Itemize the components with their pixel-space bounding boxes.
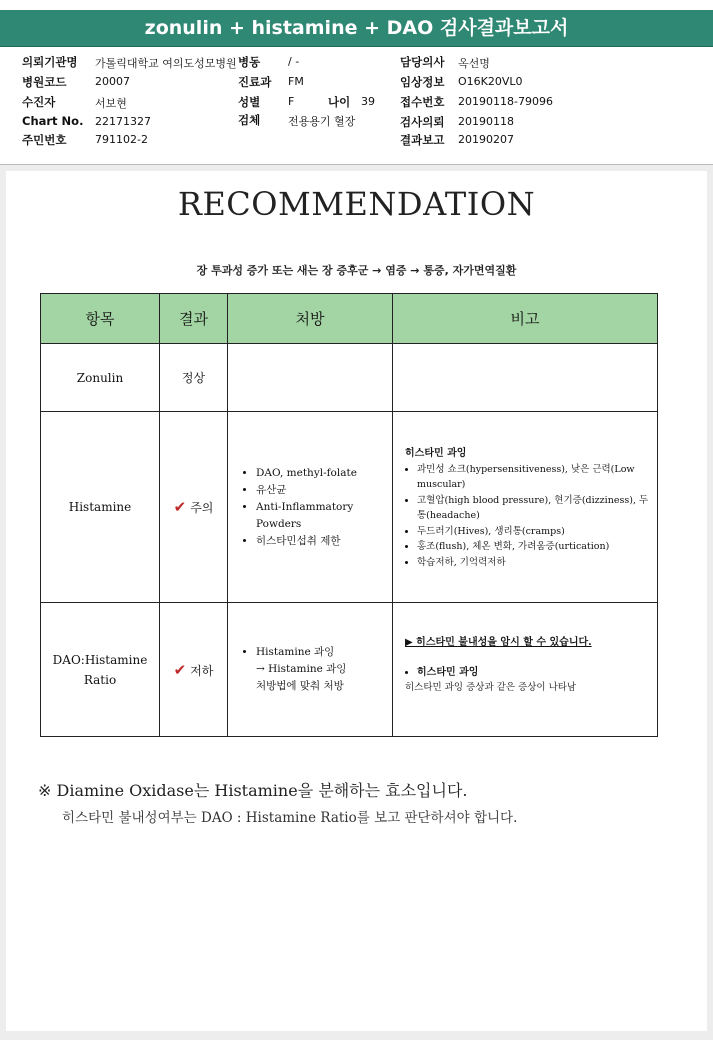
org-value: 가톨릭대학교 여의도성모병원	[95, 57, 237, 70]
row-histamine-result	[160, 412, 228, 603]
dept-label: 진료과	[238, 75, 272, 89]
table-row	[41, 603, 658, 737]
doctor-label: 담당의사	[400, 55, 445, 69]
footer-note-2: 히스타민 불내성여부는 DAO : Histamine Ratio를 보고 판단하셔야 합니다.	[62, 810, 518, 826]
clin-value: O16K20VL0	[458, 75, 523, 88]
specimen-label: 검체	[238, 113, 261, 127]
page-gutter-top	[0, 165, 713, 171]
ward-value: / -	[288, 55, 300, 68]
table-header-row	[41, 294, 658, 344]
note-head: ▶ 히스타민 불내성을 암시 할 수 있습니다.	[405, 637, 592, 648]
id-label: 주민번호	[22, 133, 67, 147]
clin-label: 임상정보	[400, 75, 445, 89]
list-item: • 두드러기(Hives), 생리통(cramps)	[417, 524, 651, 540]
list-item: • DAO, methyl-folate	[256, 465, 392, 482]
ratio-result-text: 저하	[190, 663, 214, 678]
row-zonulin-note	[393, 344, 658, 412]
page-gutter-right	[707, 171, 713, 1031]
row-ratio-rx	[228, 603, 393, 737]
chart-value: 22171327	[95, 115, 151, 128]
hcode-value: 20007	[95, 75, 130, 88]
row-histamine-note	[393, 412, 658, 603]
check-mark-icon: ✔	[173, 660, 187, 679]
list-item: • 유산균	[256, 482, 392, 499]
row-ratio-result	[160, 603, 228, 737]
report-value: 20190207	[458, 133, 514, 146]
sex-value: F	[288, 95, 295, 108]
note-text: 히스타민 과잉 증상과 같은 증상이 나타남	[405, 682, 577, 693]
rx-arrow-line-2: 처방법에 맞춰 처방	[256, 680, 344, 692]
note-title: • 히스타민 과잉	[417, 665, 651, 681]
ratio-item-line1: DAO:Histamine	[52, 652, 148, 667]
ward-label: 병동	[238, 55, 261, 69]
row-ratio-item	[41, 603, 160, 737]
header-item: 항목	[41, 294, 160, 344]
recommendation-heading: RECOMMENDATION	[177, 185, 536, 223]
table-row	[41, 344, 658, 412]
chart-label: Chart No.	[22, 114, 84, 128]
report-label: 결과보고	[400, 133, 445, 147]
row-histamine-item: Histamine	[41, 412, 160, 603]
list-item: • 학습저하, 기억력저하	[417, 555, 651, 571]
note-title: 히스타민 과잉	[405, 448, 467, 459]
histamine-result-text: 주의	[190, 501, 214, 515]
list-item: • Histamine 과잉	[256, 644, 392, 661]
footer-note: ※ Diamine Oxidase는 Histamine을 분해하는 효소입니다.	[38, 781, 468, 800]
row-zonulin-rx	[228, 344, 393, 412]
row-zonulin-result: 정상	[160, 344, 228, 412]
ratio-item-line2: Ratio	[83, 672, 117, 687]
page-gutter-left	[0, 171, 6, 1031]
recommendation-subheading: 장 투과성 증가 또는 새는 장 증후군 → 염증 → 통증, 자가면역질환	[196, 264, 517, 277]
age-value: 39	[361, 95, 375, 108]
org-label: 의뢰기관명	[22, 55, 78, 69]
subject-label: 수진자	[22, 95, 56, 109]
check-mark-icon: ✔	[173, 498, 187, 516]
recommendation-table	[40, 293, 658, 737]
list-item: • Anti-Inflammatory Powders	[256, 499, 392, 533]
table-row	[41, 412, 658, 603]
id-value: 791102-2	[95, 133, 148, 146]
req-value: 20190118	[458, 115, 514, 128]
patient-info	[0, 50, 713, 166]
list-item: • 히스타민섭취 제한	[256, 533, 392, 550]
list-item: • 과민성 쇼크(hypersensitiveness), 낮은 근력(Low muscular)	[417, 462, 651, 493]
header-note: 비고	[393, 294, 658, 344]
subject-value: 서보현	[95, 97, 127, 110]
row-ratio-note	[393, 603, 658, 737]
req-label: 검사의뢰	[400, 115, 445, 129]
specimen-value: 전용용기 혈장	[288, 115, 356, 128]
row-zonulin-item: Zonulin	[41, 344, 160, 412]
header-rx: 처방	[228, 294, 393, 344]
recv-label: 접수번호	[400, 95, 445, 109]
list-item: • 고혈압(high blood pressure), 현기증(dizziness), 두통(headache)	[417, 493, 651, 524]
sex-label: 성별	[238, 95, 261, 109]
report-title: zonulin + histamine + DAO 검사결과보고서	[0, 10, 713, 47]
doctor-value: 옥선명	[458, 57, 490, 70]
list-item: • 홍조(flush), 체온 변화, 가려움증(urtication)	[417, 539, 651, 555]
page-gutter-bottom	[0, 1031, 713, 1040]
dept-value: FM	[288, 75, 304, 88]
age-label: 나이	[328, 95, 351, 109]
hcode-label: 병원코드	[22, 75, 67, 89]
row-histamine-rx	[228, 412, 393, 603]
rx-arrow-line: → Histamine 과잉	[256, 663, 347, 675]
recv-value: 20190118-79096	[458, 95, 553, 108]
header-result: 결과	[160, 294, 228, 344]
